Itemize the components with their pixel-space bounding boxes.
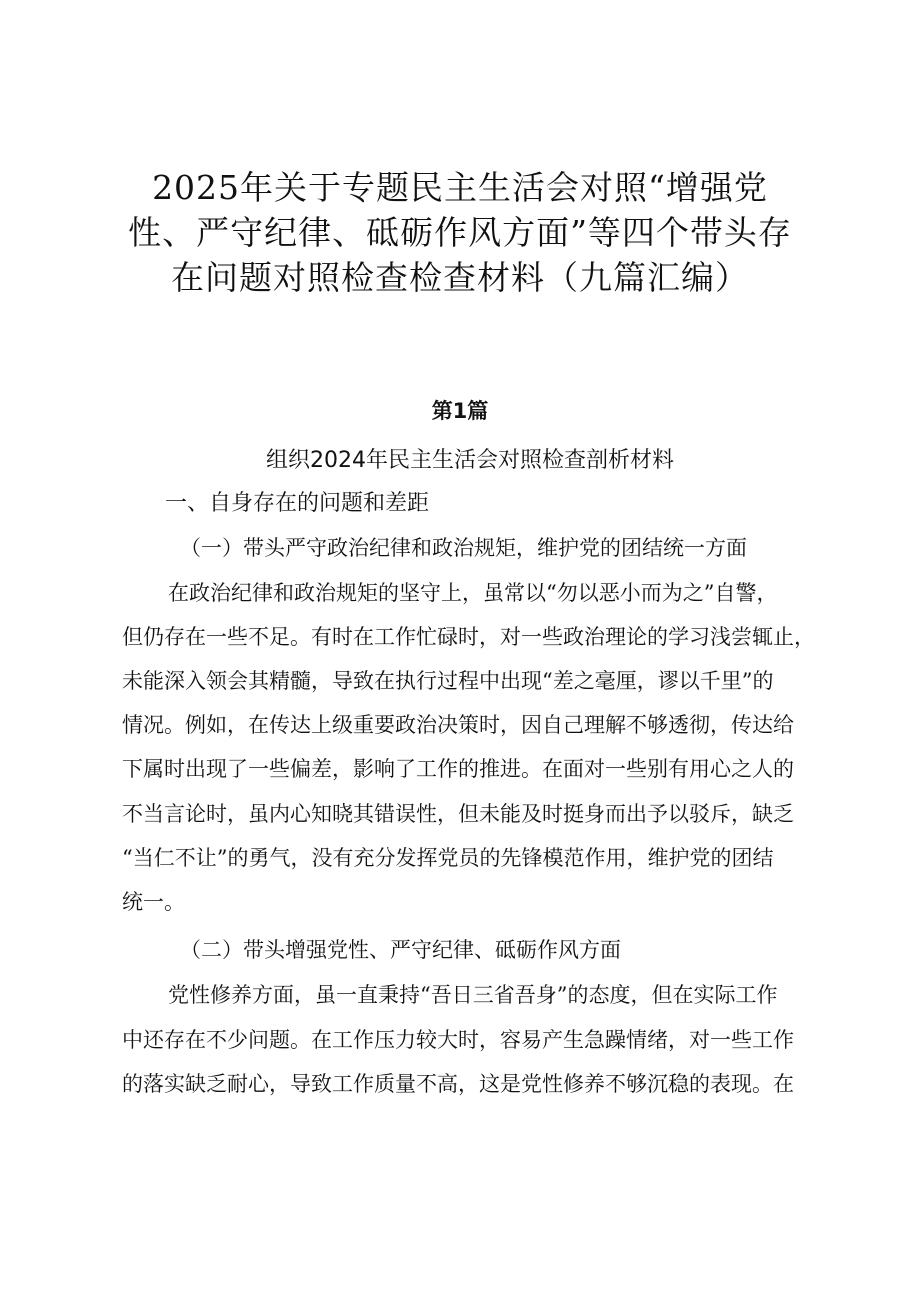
subsection-heading-2: （二）带头增强党性、严守纪律、砥砺作风方面 xyxy=(180,938,621,962)
section-heading-1: 一、自身存在的问题和差距 xyxy=(165,491,430,516)
document-title-line-3: 在问题对照检查检查材料（九篇汇编） xyxy=(171,258,749,297)
paragraph-1-line: 下属时出现了一些偏差，影响了工作的推进。在面对一些别有用心之人的 xyxy=(122,757,794,781)
paragraph-1-line: 未能深入领会其精髓，导致在执行过程中出现“差之毫厘，谬以千里”的 xyxy=(122,669,774,693)
paragraph-1-line: 不当言论时，虽内心知晓其错误性，但未能及时挺身而出予以驳斥，缺乏 xyxy=(122,802,794,826)
paragraph-2-line: 的落实缺乏耐心，导致工作质量不高，这是党性修养不够沉稳的表现。在 xyxy=(122,1072,794,1096)
paragraph-1-line: 在政治纪律和政治规矩的坚守上，虽常以“勿以恶小而为之”自警， xyxy=(168,581,778,605)
paragraph-1-line: “当仁不让”的勇气，没有充分发挥党员的先锋模范作用，维护党的团结 xyxy=(122,846,774,870)
paragraph-1-line: 情况。例如，在传达上级重要政治决策时，因自己理解不够透彻，传达给 xyxy=(122,713,794,737)
subsection-heading-1: （一）带头严守政治纪律和政治规矩，维护党的团结统一方面 xyxy=(180,536,747,560)
paragraph-2-line: 党性修养方面，虽一直秉持“吾日三省吾身”的态度，但在实际工作 xyxy=(168,983,778,1007)
paragraph-1-line: 统一。 xyxy=(122,890,185,914)
chapter-subtitle: 组织2024年民主生活会对照检查剖析材料 xyxy=(266,448,674,473)
paragraph-1-line: 但仍存在一些不足。有时在工作忙碌时，对一些政治理论的学习浅尝辄止， xyxy=(122,625,815,649)
chapter-heading: 第1篇 xyxy=(431,399,489,423)
document-title-line-2: 性、严守纪律、砥砺作风方面”等四个带头存 xyxy=(128,213,792,252)
document-title-line-1: 2025年关于专题民主生活会对照“增强党 xyxy=(152,168,768,207)
paragraph-2-line: 中还存在不少问题。在工作压力较大时，容易产生急躁情绪，对一些工作 xyxy=(122,1028,794,1052)
